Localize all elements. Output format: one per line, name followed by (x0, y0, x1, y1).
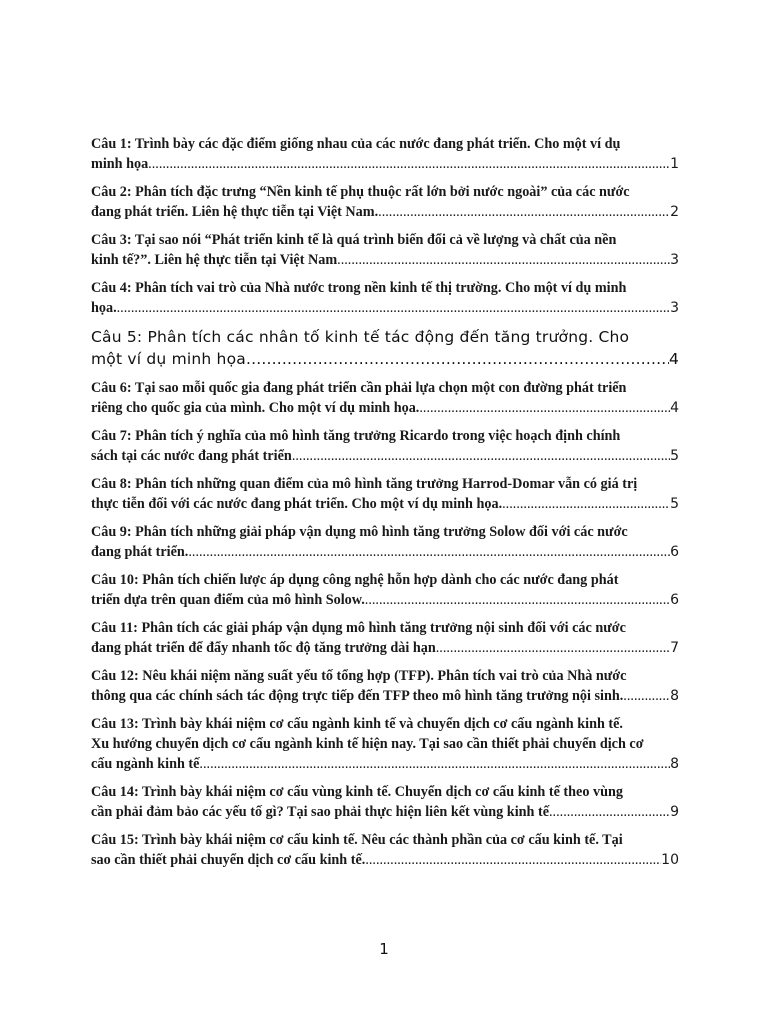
dot-leader (436, 638, 670, 658)
toc-page-number: 3 (670, 252, 679, 268)
toc-entry-text: kinh tế?”. Liên hệ thực tiễn tại Việt Nam (91, 252, 338, 268)
toc-entry[interactable] (91, 426, 679, 466)
toc-entry-text: Câu 4: Phân tích vai trò của Nhà nước trong nền kinh tế thị trường. Cho một ví dụ minh (91, 280, 627, 296)
toc-entry-text: cần phải đảm bảo các yếu tố gì? Tại sao phải thực hiện liên kết vùng kinh tế (91, 804, 549, 820)
dot-leader (365, 590, 670, 610)
toc-entry[interactable] (91, 830, 679, 870)
toc-entry-last-line (91, 202, 679, 222)
toc-entry-text: Câu 12: Nêu khái niệm năng suất yếu tố tổng hợp (TFP). Phân tích vai trò của Nhà nước (91, 668, 627, 684)
table-of-contents (91, 134, 679, 878)
toc-entry-text: sách tại các nước đang phát triển (91, 448, 292, 464)
toc-entry-last-line (91, 348, 679, 370)
toc-page-number: 2 (670, 204, 679, 220)
toc-entry-text: Câu 10: Phân tích chiến lược áp dụng công nghệ hỗn hợp dành cho các nước đang phát (91, 572, 619, 588)
toc-entry-line (91, 326, 679, 348)
toc-page-number: 5 (670, 448, 679, 464)
toc-entry-text: Câu 7: Phân tích ý nghĩa của mô hình tăng trưởng Ricardo trong việc hoạch định chính (91, 428, 621, 444)
toc-page-number: 9 (670, 804, 679, 820)
toc-entry[interactable] (91, 714, 679, 774)
toc-entry-text: cấu ngành kinh tế (91, 756, 200, 772)
toc-entry-text: Câu 2: Phân tích đặc trưng “Nền kinh tế phụ thuộc rất lớn bởi nước ngoài” của các nước (91, 184, 630, 200)
dot-leader (549, 802, 670, 822)
toc-entry-last-line (91, 250, 679, 270)
toc-entry-last-line (91, 446, 679, 466)
toc-page-number: 3 (670, 300, 679, 316)
toc-entry-last-line (91, 638, 679, 658)
toc-entry-text: Câu 6: Tại sao mỗi quốc gia đang phát triển cần phải lựa chọn một con đường phát triển (91, 380, 627, 396)
dot-leader (337, 250, 670, 270)
dot-leader (419, 398, 670, 418)
toc-entry-last-line (91, 754, 679, 774)
toc-entry-text: Xu hướng chuyển dịch cơ cấu ngành kinh tế hiện nay. Tại sao cần thiết phải chuyển dịch cơ (91, 736, 644, 752)
toc-entry-text: riêng cho quốc gia của mình. Cho một ví dụ minh họa. (91, 400, 420, 416)
toc-entry-text: Câu 11: Phân tích các giải pháp vận dụng mô hình tăng trưởng nội sinh đối với các nước (91, 620, 626, 636)
toc-entry[interactable] (91, 182, 679, 222)
toc-entry-text: Câu 13: Trình bày khái niệm cơ cấu ngành kinh tế và chuyển dịch cơ cấu ngành kinh tế. (91, 716, 623, 732)
toc-entry-text: triển dựa trên quan điểm của mô hình Solow. (91, 592, 365, 608)
toc-page-number: 7 (670, 640, 679, 656)
toc-entry-line (91, 230, 679, 250)
toc-entry-text: Câu 5: Phân tích các nhân tố kinh tế tác động đến tăng trưởng. Cho (91, 328, 630, 346)
toc-entry-last-line (91, 298, 679, 318)
toc-entry-last-line (91, 686, 679, 706)
toc-page-number: 5 (670, 496, 679, 512)
page-number: 1 (379, 940, 389, 958)
toc-entry-line (91, 426, 679, 446)
toc-entry-line (91, 278, 679, 298)
toc-entry[interactable] (91, 522, 679, 562)
toc-entry[interactable] (91, 326, 679, 370)
toc-entry-last-line (91, 590, 679, 610)
toc-entry-text: sao cần thiết phải chuyển dịch cơ cấu kinh tế. (91, 852, 366, 868)
toc-entry[interactable] (91, 378, 679, 418)
toc-entry-line (91, 134, 679, 154)
toc-page-number: 8 (670, 756, 679, 772)
toc-entry-text: Câu 1: Trình bày các đặc điểm giống nhau của các nước đang phát triển. Cho một ví dụ (91, 136, 621, 152)
toc-entry-text: họa. (91, 300, 117, 316)
toc-page-number: 8 (670, 688, 679, 704)
toc-page-number: 10 (661, 852, 679, 868)
dot-leader (378, 202, 670, 222)
toc-entry-last-line (91, 154, 679, 174)
toc-entry-text: thông qua các chính sách tác động trực tiếp đến TFP theo mô hình tăng trưởng nội sinh. (91, 688, 624, 704)
toc-page-number: 4 (670, 400, 679, 416)
toc-entry[interactable] (91, 666, 679, 706)
toc-entry-last-line (91, 542, 679, 562)
toc-entry-last-line (91, 398, 679, 418)
toc-entry-line (91, 830, 679, 850)
toc-entry-last-line (91, 494, 679, 514)
dot-leader (365, 850, 661, 870)
toc-entry-line (91, 474, 679, 494)
dot-leader (502, 494, 670, 514)
toc-entry-line (91, 782, 679, 802)
toc-entry[interactable] (91, 570, 679, 610)
toc-entry-text: Câu 14: Trình bày khái niệm cơ cấu vùng kinh tế. Chuyển dịch cơ cấu kinh tế theo vùng (91, 784, 623, 800)
dot-leader (292, 446, 670, 466)
toc-entry[interactable] (91, 230, 679, 270)
dot-leader (117, 298, 670, 318)
dot-leader (623, 686, 670, 706)
toc-entry-text: Câu 15: Trình bày khái niệm cơ cấu kinh tế. Nêu các thành phần của cơ cấu kinh tế. Tại (91, 832, 623, 848)
toc-entry[interactable] (91, 278, 679, 318)
toc-entry-last-line (91, 850, 679, 870)
dot-leader (148, 154, 670, 174)
toc-entry-text: một ví dụ minh họa. (91, 350, 252, 368)
toc-entry-text: đang phát triển. Liên hệ thực tiễn tại Việt Nam. (91, 204, 379, 220)
toc-entry-line (91, 522, 679, 542)
toc-entry-last-line (91, 802, 679, 822)
toc-entry-text: minh họa (91, 156, 149, 172)
toc-entry-line (91, 378, 679, 398)
toc-entry-line (91, 714, 679, 734)
toc-entry-text: đang phát triển để đẩy nhanh tốc độ tăng trưởng dài hạn (91, 640, 436, 656)
toc-entry[interactable] (91, 782, 679, 822)
toc-entry-text: Câu 8: Phân tích những quan điểm của mô hình tăng trưởng Harrod-Domar vẫn có giá trị (91, 476, 638, 492)
toc-page-number: 6 (670, 544, 679, 560)
toc-entry[interactable] (91, 474, 679, 514)
toc-entry[interactable] (91, 134, 679, 174)
toc-entry-line (91, 570, 679, 590)
toc-page-number: 4 (668, 350, 679, 368)
dot-leader (199, 754, 670, 774)
toc-entry-line (91, 182, 679, 202)
toc-entry-line (91, 618, 679, 638)
toc-entry-text: thực tiễn đối với các nước đang phát triển. Cho một ví dụ minh họa. (91, 496, 503, 512)
toc-entry-text: Câu 3: Tại sao nói “Phát triển kinh tế là quá trình biến đổi cả về lượng và chất của nền (91, 232, 617, 248)
dot-leader (188, 542, 670, 562)
toc-entry-text: Câu 9: Phân tích những giải pháp vận dụng mô hình tăng trưởng Solow đối với các nước (91, 524, 628, 540)
toc-entry[interactable] (91, 618, 679, 658)
dot-leader (251, 348, 669, 370)
toc-entry-text: đang phát triển. (91, 544, 189, 560)
toc-entry-line (91, 734, 679, 754)
toc-page-number: 6 (670, 592, 679, 608)
toc-entry-line (91, 666, 679, 686)
toc-page-number: 1 (670, 156, 679, 172)
